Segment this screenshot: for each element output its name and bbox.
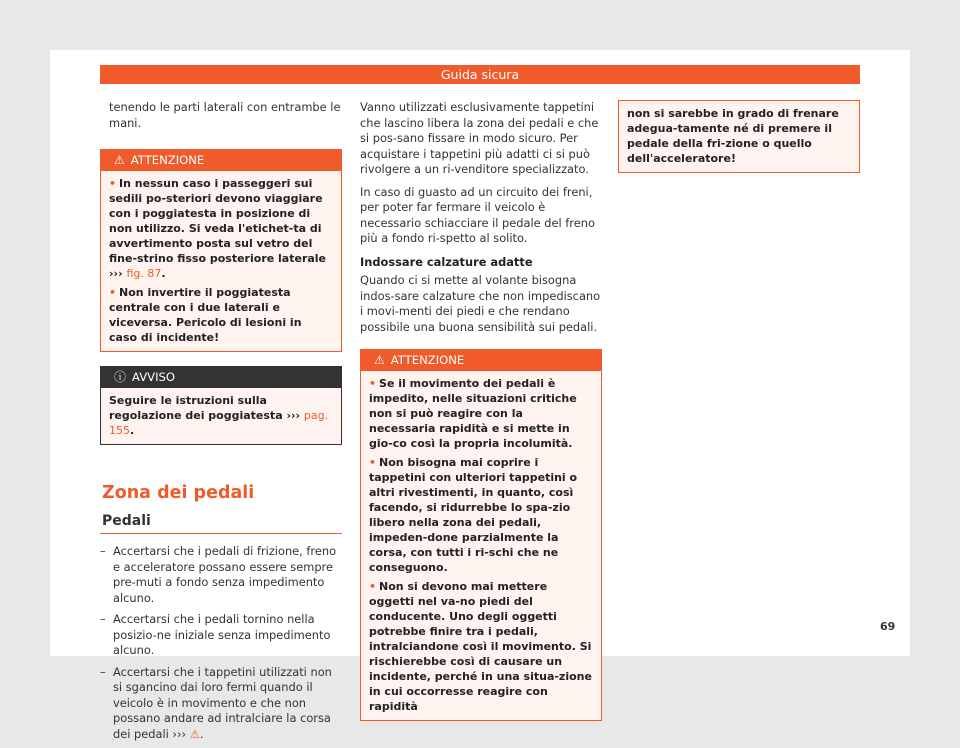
subsection-heading: Pedali	[100, 514, 342, 535]
warning-box-2-body	[361, 371, 601, 720]
info-circle-icon: ⓘ	[114, 370, 127, 384]
list-item: – Accertarsi che i pedali tornino nella posizio-ne iniziale senza impedimento alcuno.	[100, 612, 331, 657]
page-header-title: Guida sicura	[440, 67, 520, 82]
column-right	[618, 100, 860, 187]
notice-tail: .	[130, 424, 135, 437]
warning-box-2-title: ATTENZIONE	[390, 353, 465, 367]
intro-text: tenendo le parti laterali con entrambe le mani.	[109, 100, 341, 130]
warning-box-1-body	[101, 171, 341, 351]
page-number: 69	[880, 620, 896, 633]
notice-text	[109, 393, 333, 438]
paragraph-brakes: In caso di guasto ad un circuito dei freni, per poter far fermare il veicolo è necessario schiacciare il pedale del freno più a fondo ri-spetto al solito.	[360, 184, 595, 245]
warning-1-item-2-text: Non invertire il poggiatesta centrale con i due laterali e viceversa. Pericolo di lesioni in caso di incidente!	[109, 286, 302, 344]
warning-1-item-1-text: In nessun caso i passeggeri sui sedili po-steriori devono viaggiare con i poggiatesta in posizione di non utilizzo. Si veda l'etichet-ta di avvertimento posta sul vetro del fine-strino fisso posteriore laterale ›››	[109, 177, 327, 280]
fig-87-link[interactable]: fig. 87	[126, 267, 162, 280]
list-item-text: Accertarsi che i tappetini utilizzati non si sgancino dai loro fermi quando il veicolo è in movimento e che non possano andare ad intralciare la corsa dei pedali ›››	[113, 664, 332, 741]
pag-155-link[interactable]: pag. 155	[109, 409, 329, 437]
warning-2-item-1-text: Se il movimento dei pedali è impedito, nelle situazioni critiche non si può reagire con la necessaria rapidità e si mette in gio-co così la propria incolumità.	[369, 377, 577, 450]
paragraph-mats: Vanno utilizzati esclusivamente tappetini che lascino libera la zona dei pedali e che si pos-sano fissare in modo sicuro. Per acquistare i tappetini più adatti ci si può rivolgere a un ri-venditore specializzato.	[360, 100, 599, 176]
warning-2-item-3	[369, 579, 593, 714]
bullet-icon: •	[369, 580, 377, 593]
bullet-icon: •	[109, 286, 117, 299]
list-item-tail: .	[199, 726, 204, 741]
notice-box-title: AVVISO	[132, 370, 175, 384]
column-middle	[360, 100, 602, 735]
warning-box-1	[100, 149, 342, 352]
warning-box-continued-body	[619, 101, 859, 172]
warning-2-item-2	[369, 455, 593, 575]
warning-2-item-1	[369, 376, 593, 451]
warning-box-2-header	[361, 350, 601, 371]
list-item-text: Accertarsi che i pedali di frizione, freno e acceleratore possano essere sempre pre-muti a fondo senza impedimento alcuno.	[113, 544, 337, 605]
warning-1-item-1-tail: .	[161, 267, 166, 280]
warning-box-2	[360, 349, 602, 721]
warning-box-1-header	[101, 150, 341, 171]
warning-triangle-icon: ⚠	[114, 153, 125, 167]
section-heading: Zona dei pedali	[102, 483, 255, 503]
list-item: – Accertarsi che i pedali di frizione, freno e acceleratore possano essere sempre pre-muti a fondo senza impedimento alcuno.	[100, 544, 337, 605]
instruction-list	[100, 544, 342, 742]
bullet-icon: •	[369, 377, 377, 390]
warning-triangle-icon: ⚠	[374, 353, 385, 367]
warning-ref-icon[interactable]: ⚠	[189, 726, 200, 741]
bullet-icon: •	[369, 456, 377, 469]
warning-2-item-2-text: Non bisogna mai coprire i tappetini con ulteriori tappetini o altri rivestimenti, in quanto, così facendo, si ridurrebbe lo spa-zio libero nella zona dei pedali, impeden-done parzialmente la corsa, con tutti i ri-schi che ne conseguono.	[369, 456, 578, 574]
list-item: – Accertarsi che i tappetini utilizzati non si sgancino dai loro fermi quando il veicolo è in movimento e che non possano andare ad intralciare la corsa dei pedali ››› ⚠.	[100, 664, 332, 741]
warning-1-item-2	[109, 285, 333, 345]
notice-box-body	[101, 388, 341, 444]
warning-1-item-1	[109, 176, 333, 281]
list-item-text: Accertarsi che i pedali tornino nella posizio-ne iniziale senza impedimento alcuno.	[113, 612, 331, 657]
warning-2-item-3-text: Non si devono mai mettere oggetti nel va-no piedi del conducente. Uno degli oggetti potrebbe finire tra i pedali, intralciandone così il movimento. Si rischierebbe così di causare un incidente, perché in una situa-zione in cui occorresse reagire con rapidità	[369, 580, 592, 713]
warning-box-continued	[618, 100, 860, 173]
notice-box-header	[101, 367, 341, 388]
notice-main-text: Seguire le istruzioni sulla regolazione dei poggiatesta ›››	[109, 394, 301, 422]
notice-box	[100, 366, 342, 445]
paragraph-footwear: Quando ci si mette al volante bisogna indos-sare calzature che non impediscano i movi-menti dei piedi e che rendano possibile una buona sensibilità sui pedali.	[360, 273, 601, 334]
warning-box-1-title: ATTENZIONE	[130, 153, 205, 167]
column-left	[100, 100, 342, 748]
footwear-subheading: Indossare calzature adatte	[360, 254, 533, 269]
warning-continuation-text: non si sarebbe in grado di frenare adegua-tamente né di premere il pedale della fri-zione o quello dell'acceleratore!	[627, 107, 839, 165]
bullet-icon: •	[109, 177, 117, 190]
